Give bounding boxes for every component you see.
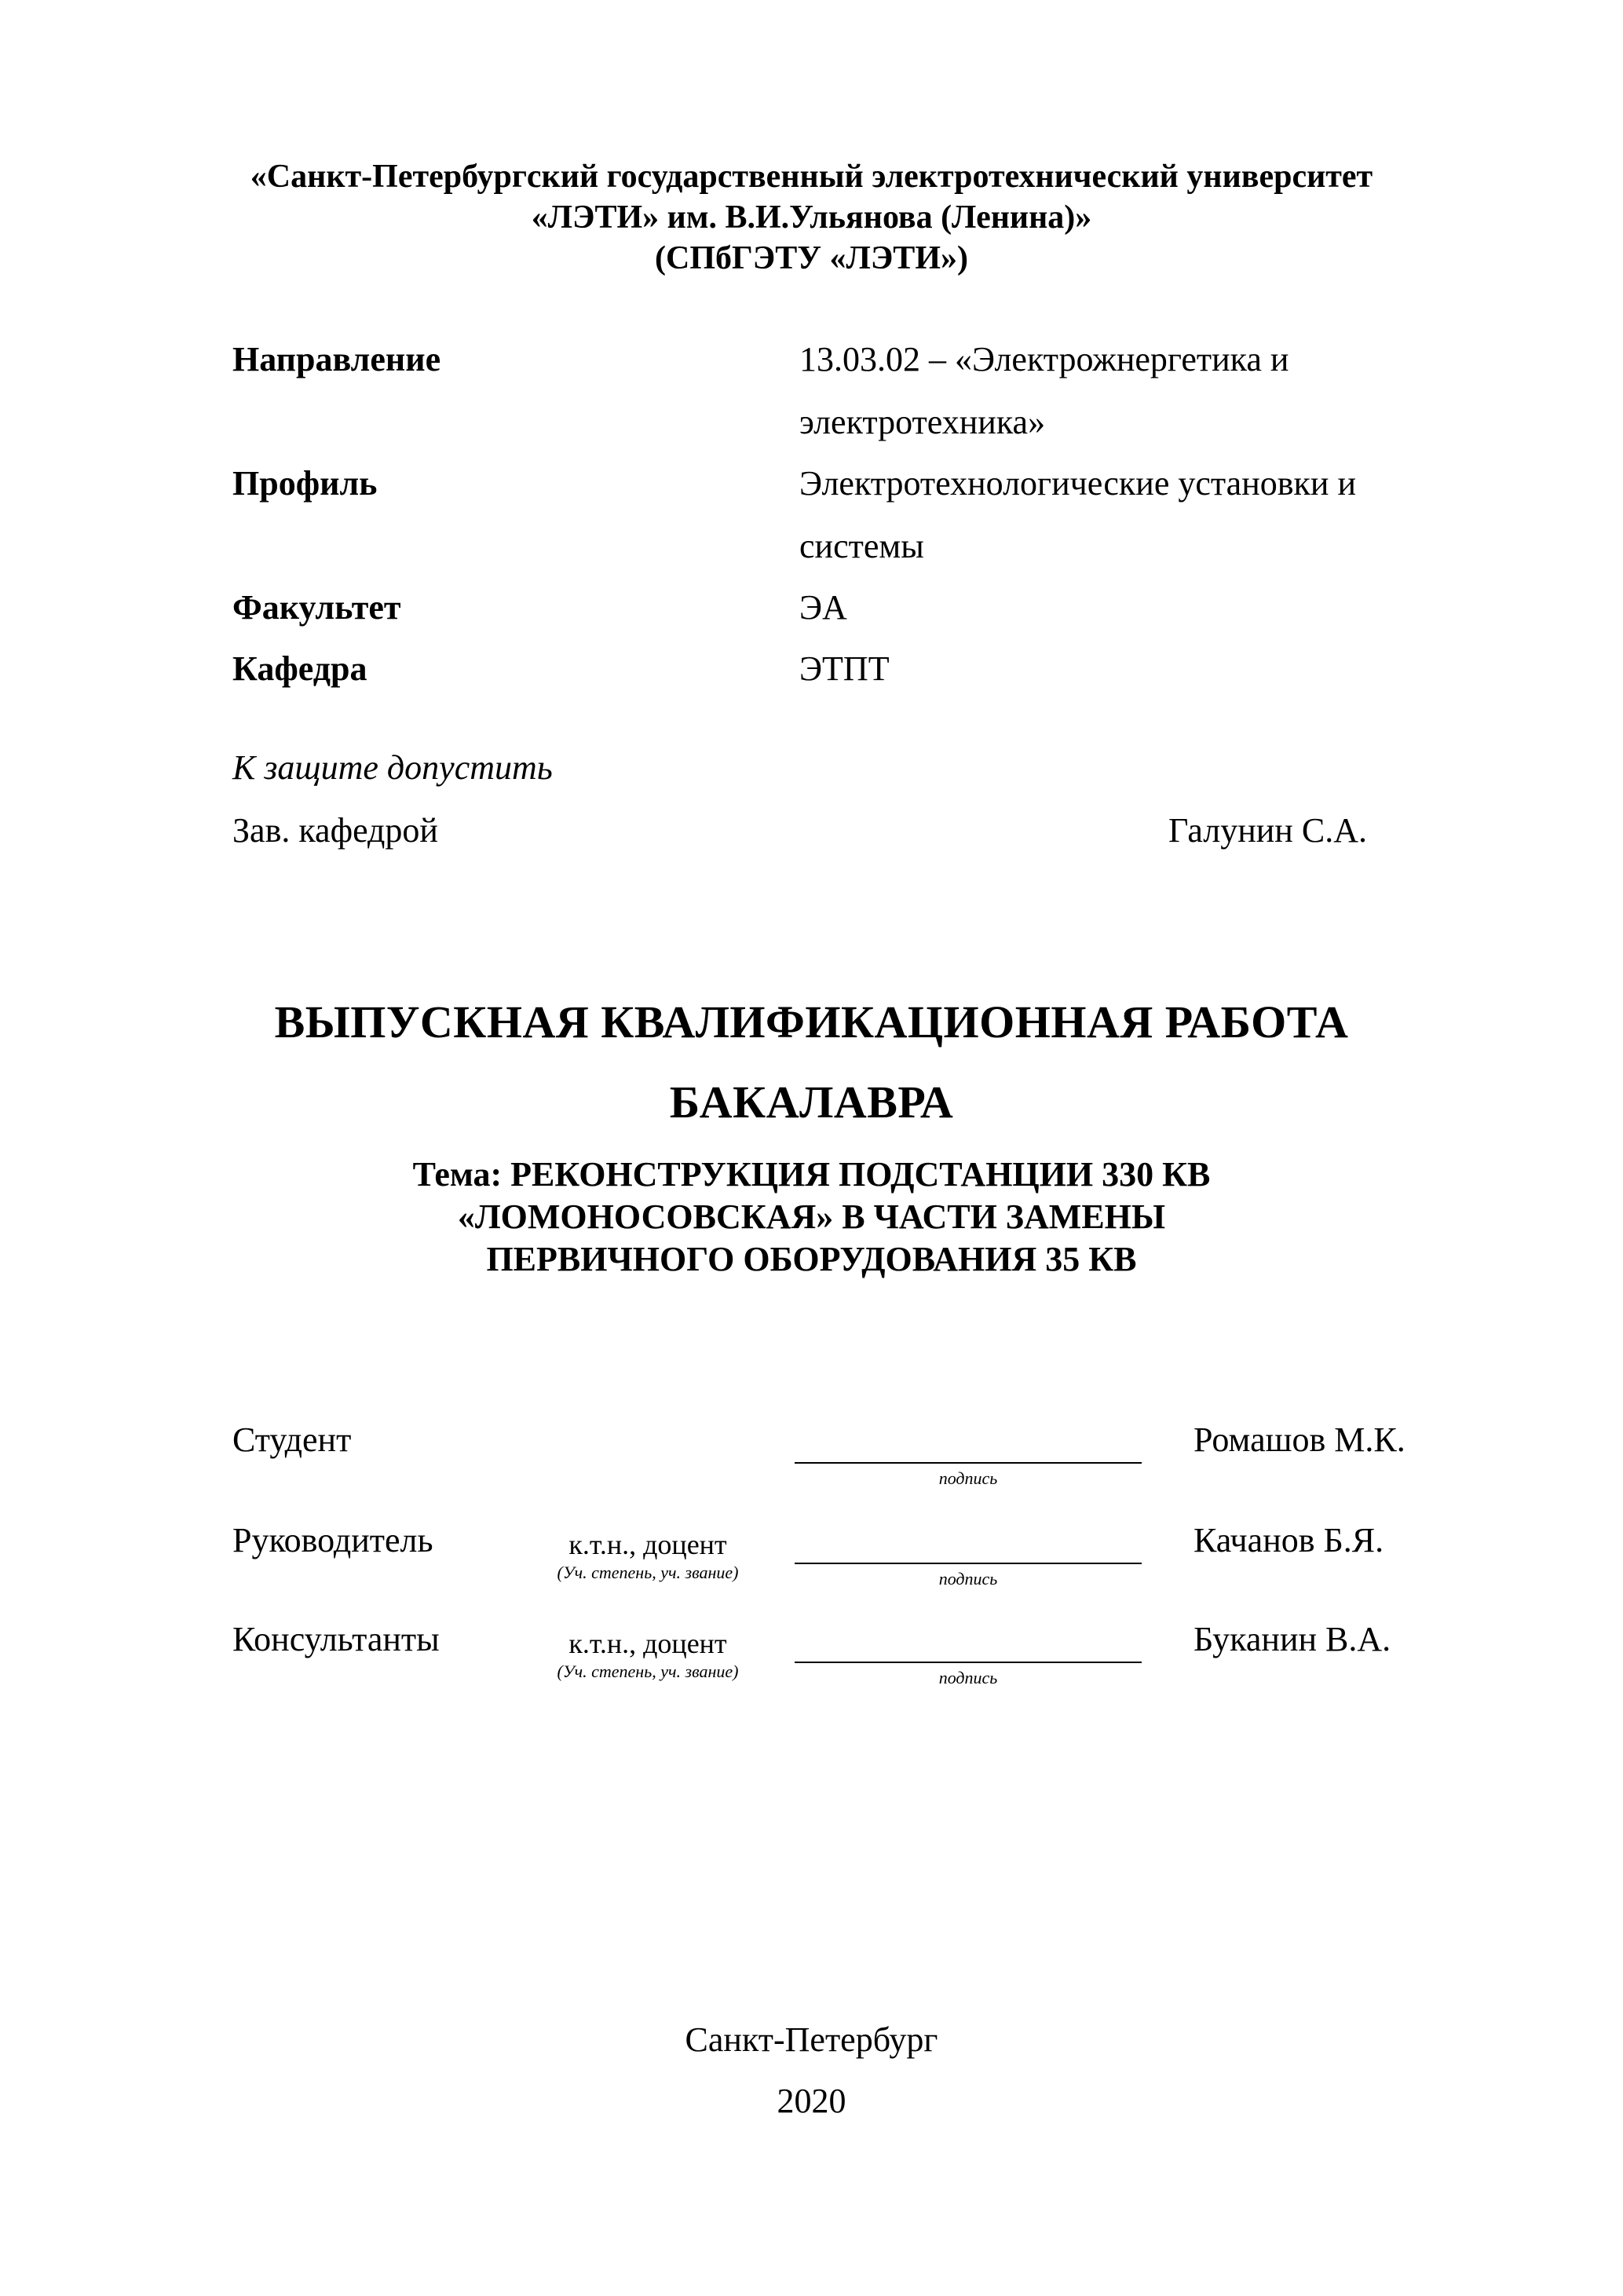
supervisor-name: Качанов Б.Я. [1193, 1521, 1384, 1559]
profile-label: Профиль [232, 464, 378, 503]
university-name-line1: «Санкт-Петербургский государственный электротехнический университет [250, 159, 1373, 195]
university-abbreviation: (СПбГЭТУ «ЛЭТИ») [655, 240, 968, 276]
consultant-degree: к.т.н., доцент [568, 1628, 727, 1659]
supervisor-signature-caption: подпись [938, 1569, 998, 1589]
head-of-department-label: Зав. кафедрой [232, 811, 438, 850]
supervisor-degree-caption: (Уч. степень, уч. звание) [557, 1563, 739, 1582]
direction-label: Направление [232, 340, 441, 378]
consultant-role-label: Консультанты [232, 1620, 440, 1658]
document-title-line1: ВЫПУСКНАЯ КВАЛИФИКАЦИОННАЯ РАБОТА [274, 996, 1349, 1047]
topic-line1: Тема: РЕКОНСТРУКЦИЯ ПОДСТАНЦИИ 330 КВ [412, 1155, 1211, 1194]
direction-value-line2: электротехника» [799, 403, 1046, 441]
document-title-line2: БАКАЛАВРА [669, 1077, 954, 1128]
faculty-label: Факультет [232, 588, 401, 627]
student-role-label: Студент [232, 1420, 352, 1459]
student-signature-caption: подпись [938, 1468, 998, 1488]
footer-city: Санкт-Петербург [685, 2020, 938, 2059]
consultant-name: Буканин В.А. [1193, 1620, 1391, 1658]
university-name-line2: «ЛЭТИ» им. В.И.Ульянова (Ленина)» [531, 199, 1092, 236]
profile-value-line2: системы [799, 527, 924, 565]
department-value: ЭТПТ [799, 649, 890, 688]
student-name: Ромашов М.К. [1193, 1420, 1406, 1459]
consultant-signature-line [795, 1662, 1142, 1663]
department-label: Кафедра [232, 649, 367, 688]
topic-line2: «ЛОМОНОСОВСКАЯ» В ЧАСТИ ЗАМЕНЫ [457, 1197, 1166, 1236]
footer-year: 2020 [777, 2082, 846, 2120]
supervisor-degree: к.т.н., доцент [568, 1529, 727, 1560]
consultant-degree-caption: (Уч. степень, уч. звание) [557, 1662, 739, 1681]
direction-value-line1: 13.03.02 – «Электрожнергетика и [799, 340, 1289, 378]
student-signature-line [795, 1462, 1142, 1464]
topic-line3: ПЕРВИЧНОГО ОБОРУДОВАНИЯ 35 КВ [486, 1240, 1137, 1278]
supervisor-signature-line [795, 1563, 1142, 1564]
profile-value-line1: Электротехнологические установки и [799, 464, 1356, 503]
consultant-signature-caption: подпись [938, 1668, 998, 1687]
faculty-value: ЭА [799, 588, 847, 627]
head-of-department-name: Галунин С.А. [1168, 811, 1367, 850]
admit-to-defense-text: К защите допустить [232, 748, 553, 787]
supervisor-role-label: Руководитель [232, 1521, 433, 1559]
